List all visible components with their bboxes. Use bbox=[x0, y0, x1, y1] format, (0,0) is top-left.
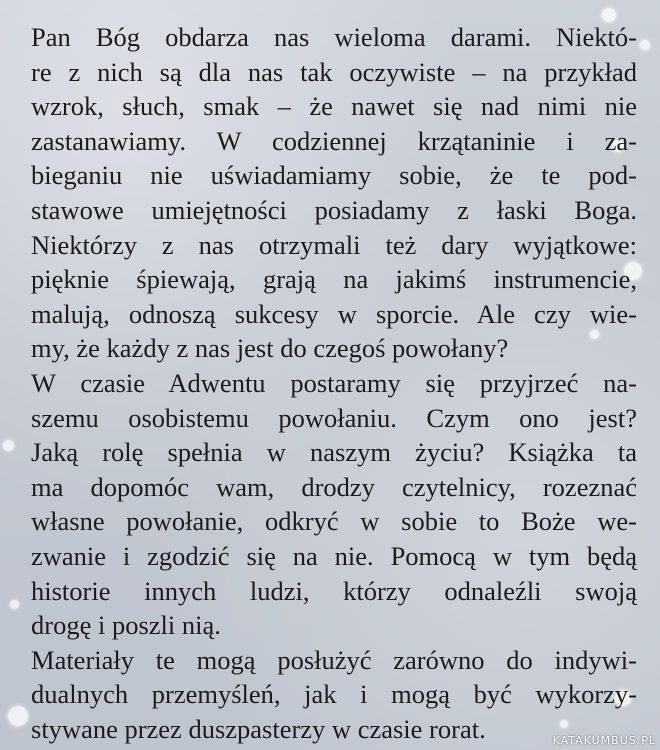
text-line: historie innych ludzi, którzy odnaleźli swoją bbox=[31, 575, 637, 606]
text-line: Jaką rolę spełnia w naszym życiu? Książka ta bbox=[31, 437, 637, 468]
text-line: pięknie śpiewają, grają na jakimś instrumencie, bbox=[31, 264, 637, 295]
text-line: stywane przez duszpasterzy w czasie rorat. bbox=[31, 713, 486, 744]
text-line: Pan Bóg obdarza nas wieloma darami. Niektó- bbox=[31, 22, 637, 52]
snowflake-decoration bbox=[10, 600, 19, 609]
snowflake-decoration bbox=[3, 440, 14, 451]
text-line: zastanawiamy. W codziennej krzątaninie i za- bbox=[31, 125, 637, 156]
text-line: stawowe umiejętności posiadamy z łaski Boga. bbox=[31, 194, 637, 225]
text-line: drogę i poszli nią. bbox=[31, 610, 221, 641]
text-line: zwanie i zgodzić się na nie. Pomocą w tym będą bbox=[31, 540, 637, 571]
text-line: my, że każdy z nas jest do czegoś powołany? bbox=[31, 333, 509, 364]
text-line: W czasie Adwentu postaramy się przyjrzeć na- bbox=[31, 367, 637, 398]
text-line: Niektórzy z nas otrzymali też dary wyjątkowe: bbox=[31, 229, 637, 260]
text-line: bieganiu nie uświadamiamy sobie, że te pod- bbox=[31, 160, 637, 191]
text-line: Materiały te mogą posłużyć zarówno do indywi- bbox=[31, 644, 637, 675]
snowflake-decoration bbox=[640, 40, 650, 50]
watermark: KATAKUMBUS.PL bbox=[552, 734, 656, 747]
text-line: własne powołanie, odkryć w sobie to Boże we- bbox=[31, 506, 637, 537]
description-text bbox=[31, 20, 637, 746]
text-line: szemu osobistemu powołaniu. Czym ono jest? bbox=[31, 402, 637, 433]
text-line: dualnych przemyśleń, jak i mogą być wykorzy- bbox=[31, 679, 637, 710]
text-line: re z nich są dla nas tak oczywiste – na przykład bbox=[31, 56, 637, 87]
text-line: malują, odnoszą sukcesy w sporcie. Ale czy wie- bbox=[31, 298, 637, 329]
text-line: ma dopomóc wam, drodzy czytelnicy, rozeznać bbox=[31, 471, 637, 502]
snowflake-decoration bbox=[8, 706, 28, 726]
text-line: wzrok, słuch, smak – że nawet się nad nimi nie bbox=[31, 91, 637, 122]
